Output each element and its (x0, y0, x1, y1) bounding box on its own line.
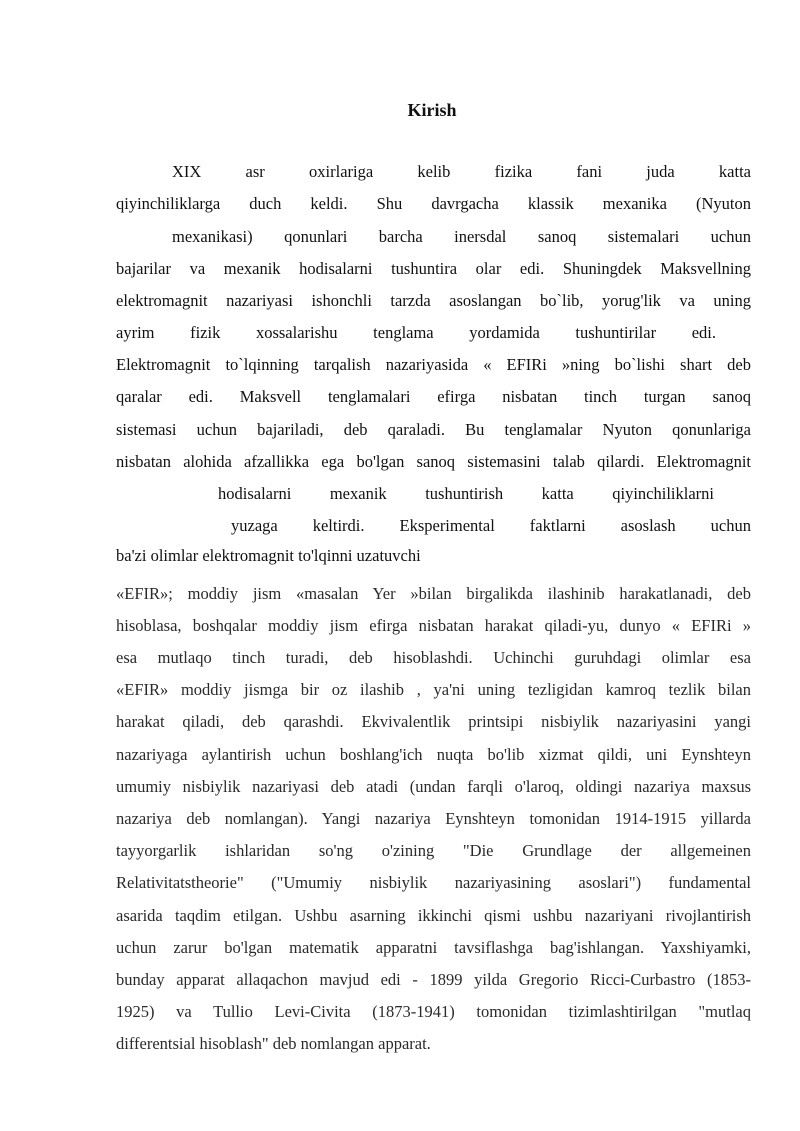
text-line: XIX asr oxirlariga kelib fizika fani juda katta (172, 162, 751, 181)
text-line: mexanikasi) qonunlari barcha inersdal sanoq sistemalari uchun (172, 227, 751, 246)
text-line: qaralar edi. Maksvell tenglamalari efirga nisbatan tinch turgan sanoq (116, 387, 751, 406)
text-line: nisbatan alohida afzallikka ega bo'lgan sanoq sistemasini talab qilardi. Elektromagnit (116, 452, 751, 471)
text-line: Relativitatstheorie" ("Umumiy nisbiylik nazariyasining asoslari") fundamental (116, 873, 751, 892)
text-line: elektromagnit nazariyasi ishonchli tarzda asoslangan bo`lib, yorug'lik va uning (116, 291, 751, 310)
text-line: hodisalarni mexanik tushuntirish katta qiyinchiliklarni (218, 484, 714, 503)
text-line: hisoblasa, boshqalar moddiy jism efirga nisbatan harakat qiladi-yu, dunyo « EFIRi » (116, 616, 751, 635)
text-line: nazariya deb nomlangan). Yangi nazariya Eynshteyn tomonidan 1914-1915 yillarda (116, 809, 751, 828)
text-line: bunday apparat allaqachon mavjud edi - 1899 yilda Gregorio Ricci-Curbastro (1853- (116, 970, 751, 989)
text-line: nazariyaga aylantirish uchun boshlang'ich nuqta bo'lib xizmat qildi, uni Eynshteyn (116, 745, 751, 764)
text-line: 1925) va Tullio Levi-Civita (1873-1941) tomonidan tizimlashtirilgan "mutlaq (116, 1002, 751, 1021)
text-line: yuzaga keltirdi. Eksperimental faktlarni asoslash uchun (231, 516, 751, 535)
text-line: «EFIR» moddiy jismga bir oz ilashib , ya'ni uning tezligidan kamroq tezlik bilan (116, 680, 751, 699)
text-line: esa mutlaqo tinch turadi, deb hisoblashdi. Uchinchi guruhdagi olimlar esa (116, 648, 751, 667)
text-line: sistemasi uchun bajariladi, deb qaraladi. Bu tenglamalar Nyuton qonunlariga (116, 420, 751, 439)
text-line: bajarilar va mexanik hodisalarni tushuntira olar edi. Shuningdek Maksvellning (116, 259, 751, 278)
text-line: ba'zi olimlar elektromagnit to'lqinni uzatuvchi (116, 546, 421, 565)
text-line: qiyinchiliklarga duch keldi. Shu davrgacha klassik mexanika (Nyuton (116, 194, 751, 213)
text-line: «EFIR»; moddiy jism «masalan Yer »bilan birgalikda ilashinib harakatlanadi, deb (116, 584, 751, 603)
text-line: tayyorgarlik ishlaridan so'ng o'zining "Die Grundlage der allgemeinen (116, 841, 751, 860)
text-line: Elektromagnit to`lqinning tarqalish nazariyasida « EFIRi »ning bo`lishi shart deb (116, 355, 751, 374)
text-line: differentsial hisoblash" deb nomlangan apparat. (116, 1034, 431, 1053)
page-title: Kirish (407, 100, 457, 120)
text-line: uchun zarur bo'lgan matematik apparatni tavsiflashga bag'ishlangan. Yaxshiyamki, (116, 938, 751, 957)
text-line: asarida taqdim etilgan. Ushbu asarning ikkinchi qismi ushbu nazariyani rivojlantirish (116, 906, 751, 925)
text-line: umumiy nisbiylik nazariyasi deb atadi (undan farqli o'laroq, oldingi nazariya maxsus (116, 777, 751, 796)
text-line: ayrim fizik xossalarishu tenglama yordamida tushuntirilar edi. (116, 323, 716, 342)
text-line: harakat qiladi, deb qarashdi. Ekvivalentlik printsipi nisbiylik nazariyasini yangi (116, 712, 751, 731)
